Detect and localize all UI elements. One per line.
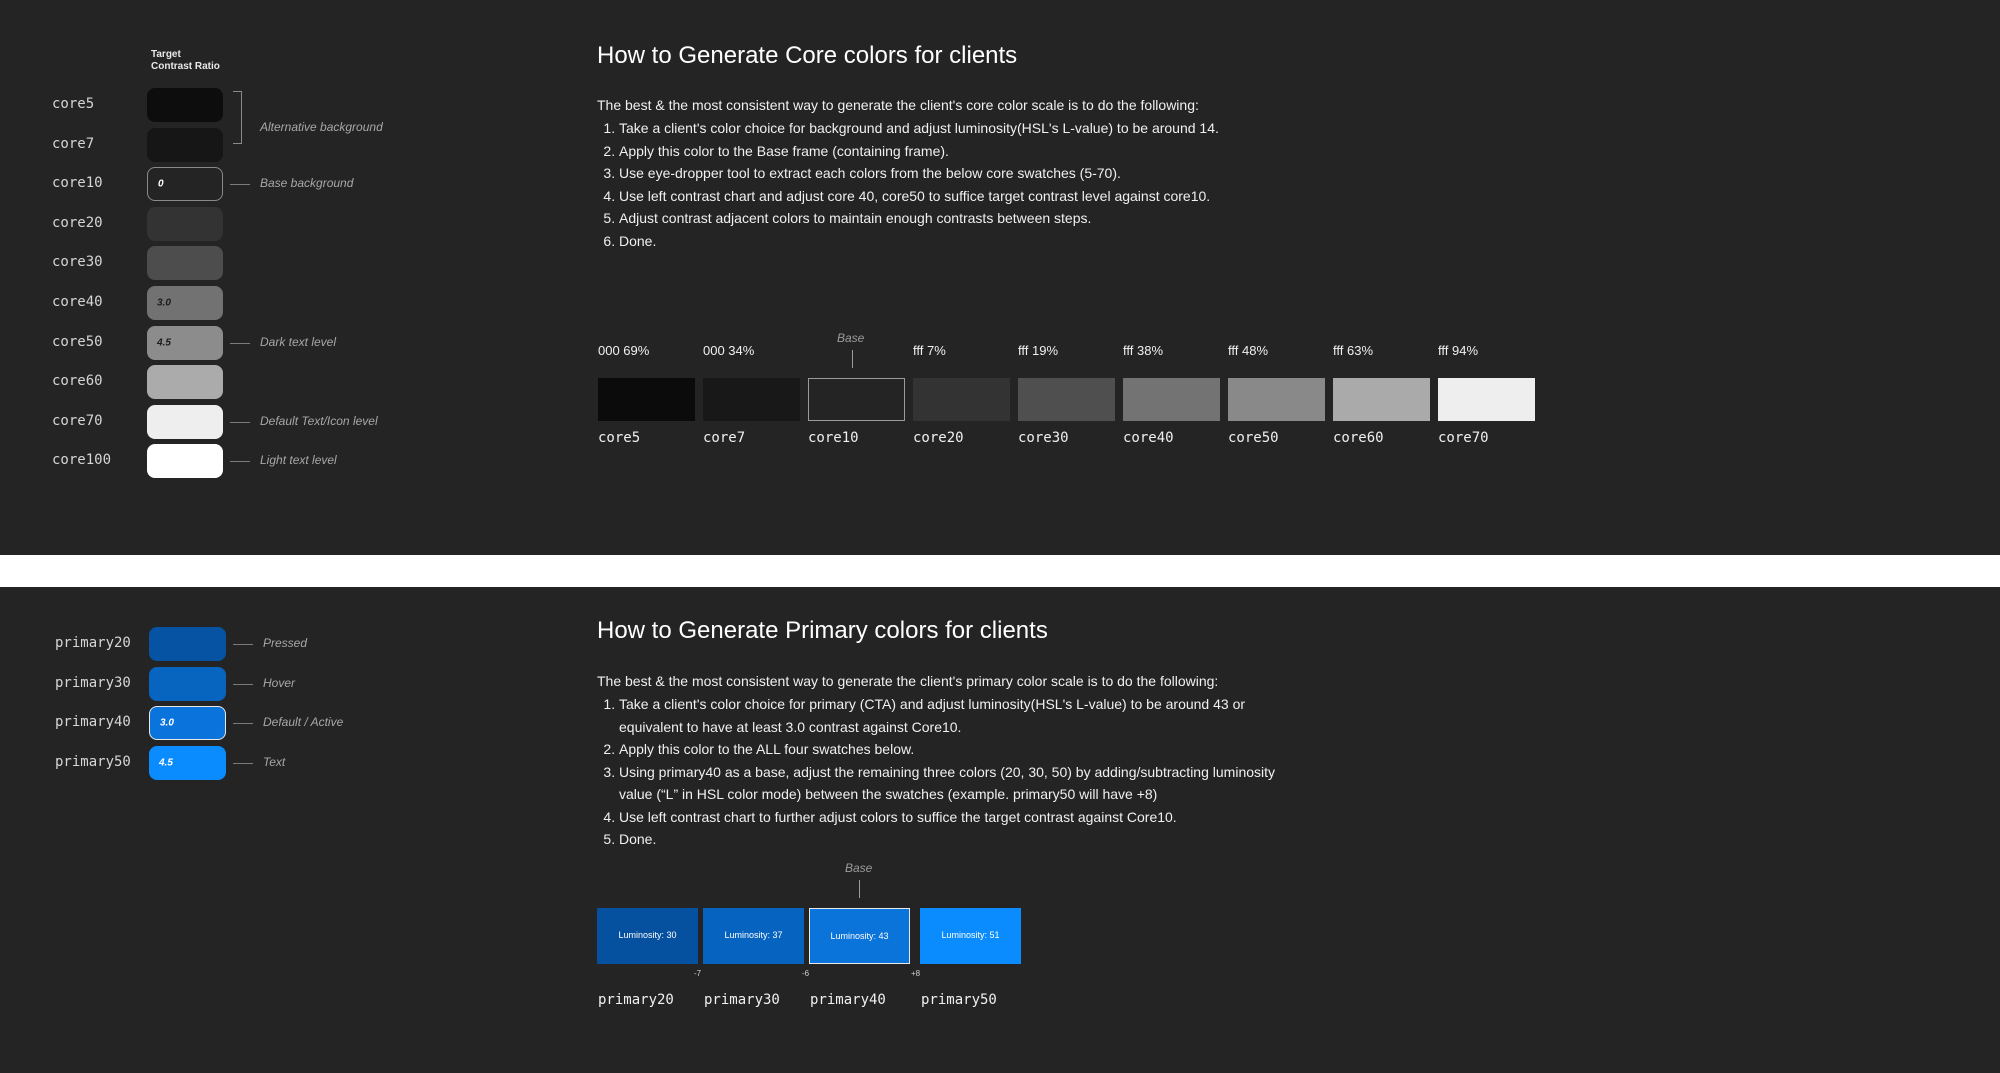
swatch-name-core60: core60	[1333, 430, 1384, 446]
swatch-core50	[1228, 378, 1325, 421]
primary-base-pointer	[859, 880, 860, 898]
swatch-name-core7: core7	[703, 430, 746, 446]
target-heading-line1: Target	[151, 49, 181, 60]
primary-intro: The best & the most consistent way to generate the client's primary color scale is to do the following:	[597, 673, 1219, 689]
swatch-primary40	[809, 908, 910, 964]
chip-core70	[147, 405, 223, 439]
luminosity-delta: -7	[694, 969, 702, 978]
luminosity-primary50: Luminosity: 51	[941, 930, 1000, 940]
chip-primary20	[149, 627, 226, 661]
core-step-6: 6. Done.	[619, 230, 1219, 253]
note-core70: Default Text/Icon level	[260, 413, 378, 428]
chip-core100	[147, 444, 223, 478]
scale-label-primary50: primary50	[55, 753, 131, 770]
alternative-background-bracket	[233, 91, 242, 144]
chip-core7	[147, 128, 223, 162]
note-tick-primary50	[233, 763, 253, 764]
swatch-name-primary50: primary50	[921, 992, 997, 1008]
note-primary20: Pressed	[263, 636, 308, 650]
note-primary50: Text	[263, 754, 286, 769]
note-core50: Dark text level	[260, 334, 337, 349]
swatch-core70	[1438, 378, 1535, 421]
primary-step-1	[619, 693, 1275, 738]
primary-step-5	[619, 828, 1275, 851]
swatch-top-core70: fff 94%	[1438, 343, 1478, 358]
chip-core60	[147, 365, 223, 399]
note-tick-core70	[230, 422, 250, 423]
chip-value-core40: 3.0	[157, 297, 171, 309]
primary-step-2-line1: Apply this color to the ALL four swatches below.	[619, 741, 915, 757]
swatch-primary20	[597, 908, 698, 964]
swatch-core40	[1123, 378, 1220, 421]
luminosity-delta: -6	[802, 969, 810, 978]
target-contrast-heading	[151, 49, 220, 73]
section-divider	[0, 555, 2000, 587]
note-tick-core50	[230, 343, 250, 344]
swatch-name-core50: core50	[1228, 430, 1279, 446]
luminosity-primary20: Luminosity: 30	[618, 930, 677, 940]
core-step-1: 1. Take a client's color choice for background and adjust luminosity(HSL's L-value) to be around 14.	[619, 117, 1219, 140]
luminosity-primary40: Luminosity: 43	[830, 931, 889, 941]
scale-label-core60: core60	[52, 373, 103, 390]
chip-value-primary50: 4.5	[159, 757, 173, 769]
core-base-pointer	[852, 350, 853, 368]
swatch-top-core60: fff 63%	[1333, 343, 1373, 358]
core-base-label: Base	[837, 331, 865, 345]
primary-step-3	[619, 761, 1275, 806]
scale-label-core20: core20	[52, 214, 103, 231]
swatch-top-core40: fff 38%	[1123, 343, 1163, 358]
chip-value-core50: 4.5	[157, 337, 171, 349]
chip-core5	[147, 88, 223, 122]
primary-step-4-line1: Use left contrast chart to further adjust colors to suffice the target contrast against Core10.	[619, 808, 1177, 825]
primary-section-title: How to Generate Primary colors for clients	[597, 617, 1048, 644]
scale-label-primary30: primary30	[55, 674, 131, 691]
scale-label-core7: core7	[52, 135, 95, 152]
note-tick-core100	[230, 461, 250, 462]
primary-colors-panel	[0, 587, 2000, 1073]
core-section-title: How to Generate Core colors for clients	[597, 42, 1018, 69]
primary-base-label: Base	[845, 861, 873, 875]
chip-primary50	[149, 746, 226, 780]
swatch-name-primary20: primary20	[598, 992, 674, 1008]
swatch-core20	[913, 378, 1010, 421]
chip-core20	[147, 207, 223, 241]
core-step-2: 2. Apply this color to the Base frame (containing frame).	[619, 140, 1219, 163]
primary-step-5-line1: Done.	[619, 831, 657, 847]
primary-step-1-line1: Take a client's color choice for primary (CTA) and adjust luminosity(HSL's L-value) to be around 43 or	[619, 696, 1246, 712]
scale-label-core70: core70	[52, 412, 103, 429]
swatch-name-primary40: primary40	[810, 992, 886, 1008]
swatch-core7	[703, 378, 800, 421]
core-step-4: 4. Use left contrast chart and adjust core 40, core50 to suffice target contrast level against core10.	[619, 185, 1219, 208]
primary-steps-list	[597, 693, 1275, 851]
luminosity-delta: +8	[911, 969, 921, 978]
note-core10: Base background	[260, 176, 354, 191]
swatch-core10	[808, 378, 905, 421]
primary-step-2	[619, 738, 1275, 761]
alternative-background-note: Alternative background	[260, 120, 383, 134]
note-tick-primary30	[233, 684, 253, 685]
scale-label-primary20: primary20	[55, 635, 131, 651]
note-tick-primary20	[233, 644, 253, 645]
swatch-core60	[1333, 378, 1430, 421]
note-tick-primary40	[233, 723, 253, 724]
chip-value-core10: 0	[158, 178, 164, 190]
swatch-core30	[1018, 378, 1115, 421]
core-step-5: 5. Adjust contrast adjacent colors to maintain enough contrasts between steps.	[619, 207, 1219, 230]
core-intro: The best & the most consistent way to generate the client's core color scale is to do the following:	[597, 97, 1199, 113]
target-heading-line2: Contrast Ratio	[151, 61, 220, 72]
note-primary30: Hover	[263, 675, 296, 690]
chip-value-primary40: 3.0	[160, 717, 174, 729]
scale-label-core40: core40	[52, 294, 103, 310]
chip-core30	[147, 246, 223, 280]
swatch-name-core20: core20	[913, 430, 964, 446]
scale-label-primary40: primary40	[55, 714, 131, 731]
swatch-name-primary30: primary30	[704, 992, 780, 1008]
swatch-primary30	[703, 908, 804, 964]
swatch-name-core30: core30	[1018, 430, 1069, 446]
core-steps-list	[597, 117, 1219, 252]
chip-core10	[147, 167, 223, 201]
primary-step-3-line2: value (“L” in HSL color mode) between the swatches (example. primary50 will have +8)	[619, 786, 1158, 802]
scale-label-core50: core50	[52, 333, 103, 350]
swatch-top-core50: fff 48%	[1228, 343, 1268, 358]
swatch-top-core30: fff 19%	[1018, 343, 1058, 358]
note-core100: Light text level	[260, 453, 337, 468]
scale-label-core5: core5	[52, 96, 95, 112]
swatch-top-core20: fff 7%	[913, 343, 946, 358]
swatch-top-core5: 000 69%	[598, 343, 650, 358]
primary-step-1-line2: equivalent to have at least 3.0 contrast against Core10.	[619, 718, 962, 735]
scale-label-core30: core30	[52, 254, 103, 271]
chip-primary30	[149, 667, 226, 701]
swatch-top-core7: 000 34%	[703, 343, 755, 358]
primary-step-4	[619, 806, 1275, 829]
scale-label-core100: core100	[52, 452, 112, 469]
swatch-name-core10: core10	[808, 430, 859, 446]
luminosity-primary30: Luminosity: 37	[724, 930, 783, 940]
swatch-primary50	[920, 908, 1021, 964]
core-step-3: 3. Use eye-dropper tool to extract each colors from the below core swatches (5-70).	[619, 162, 1219, 185]
scale-label-core10: core10	[52, 175, 103, 192]
swatch-name-core70: core70	[1438, 430, 1489, 446]
chip-core50	[147, 326, 223, 360]
chip-core40	[147, 286, 223, 320]
swatch-name-core5: core5	[598, 430, 641, 446]
swatch-name-core40: core40	[1123, 430, 1174, 446]
primary-step-3-line1: Using primary40 as a base, adjust the remaining three colors (20, 30, 50) by adding/subtracting luminosity	[619, 763, 1276, 780]
note-tick-core10	[230, 184, 250, 185]
note-primary40: Default / Active	[263, 715, 344, 730]
swatch-core5	[598, 378, 695, 421]
chip-primary40	[149, 706, 226, 740]
